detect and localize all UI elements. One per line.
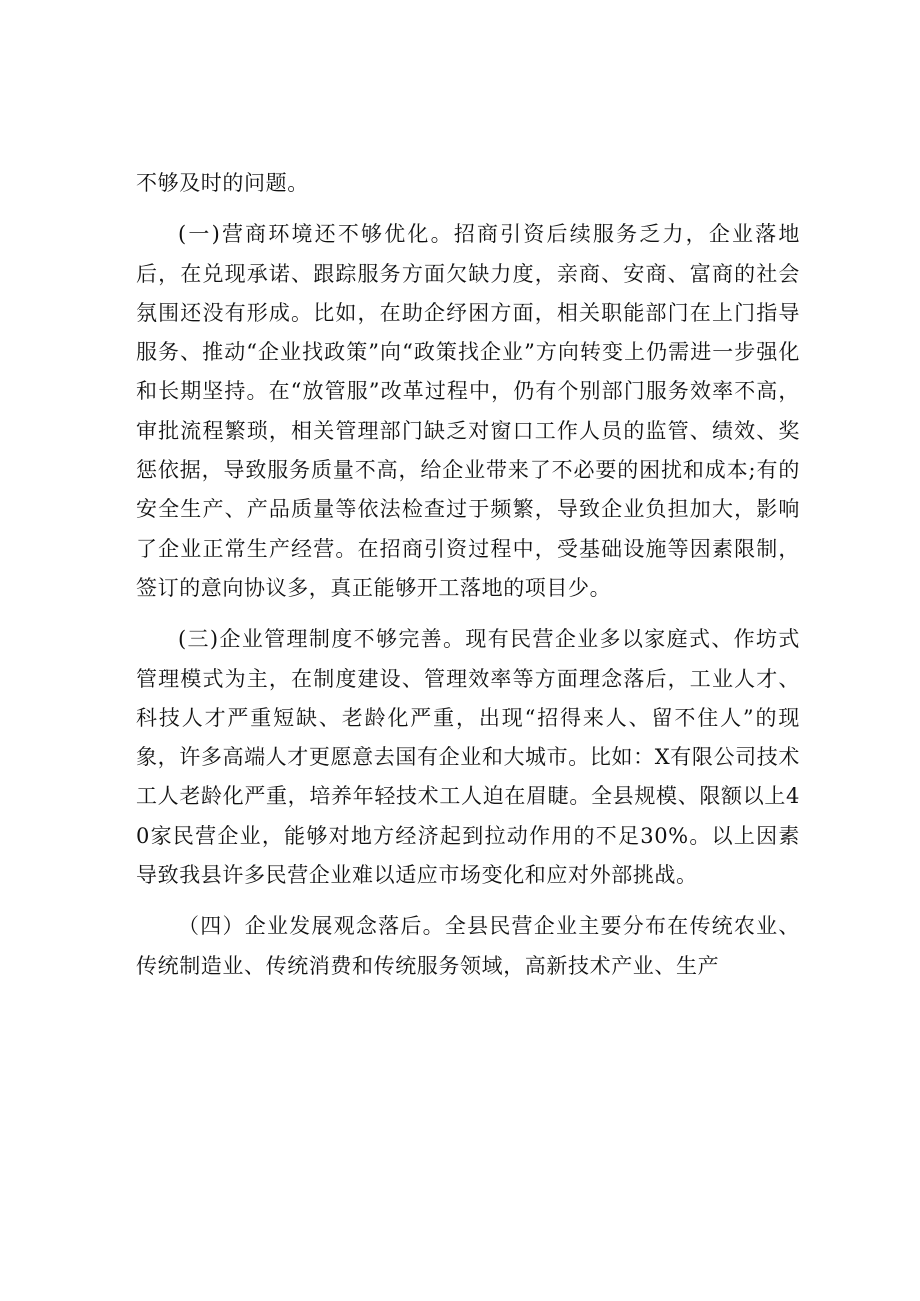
document-body xyxy=(136,164,800,986)
section-heading-management-system: (三)企业管理制度不够完善。 xyxy=(178,627,466,652)
section-heading-development-concept: （四）企业发展观念落后。 xyxy=(178,914,445,939)
paragraph-business-environment xyxy=(136,215,800,608)
section-heading-business-environment: (一)营商环境还不够优化。 xyxy=(178,222,454,247)
section-body-development-concept: 全县民营企业主要分布在传统农业、传统制造业、传统消费和传统服务领域，高新技术产业、生产 xyxy=(136,914,800,978)
paragraph-continuation: 不够及时的问题。 xyxy=(136,171,309,195)
section-body-business-environment: 招商引资后续服务乏力，企业落地后，在兑现承诺、跟踪服务方面欠缺力度，亲商、安商、富商的社会氛围还没有形成。比如，在助企纾困方面，相关职能部门在上门指导服务、推动“企业找政策”向“政策找企业”方向转变上仍需进一步强化和长期坚持。在“放管服”改革过程中，仍有个别部门服务效率不高，审批流程繁琐，相关管理部门缺乏对窗口工作人员的监管、绩效、奖惩依据，导致服务质量不高，给企业带来了不必要的困扰和成本;有的安全生产、产品质量等依法检查过于频繁，导致企业负担加大，影响了企业正常生产经营。在招商引资过程中，受基础设施等因素限制，签订的意向协议多，真正能够开工落地的项目少。 xyxy=(136,222,801,600)
paragraph-management-system xyxy=(136,620,800,895)
paragraph-development-concept xyxy=(136,907,800,986)
section-body-management-system: 现有民营企业多以家庭式、作坊式管理模式为主，在制度建设、管理效率等方面理念落后，工业人才、科技人才严重短缺、老龄化严重，出现“招得来人、留不住人”的现象，许多高端人才更愿意去国有企业和大城市。比如：X有限公司技术工人老龄化严重，培养年轻技术工人迫在眉睫。全县规模、限额以上40家民营企业，能够对地方经济起到拉动作用的不足30%。以上因素导致我县许多民营企业难以适应市场变化和应对外部挑战。 xyxy=(136,627,800,888)
